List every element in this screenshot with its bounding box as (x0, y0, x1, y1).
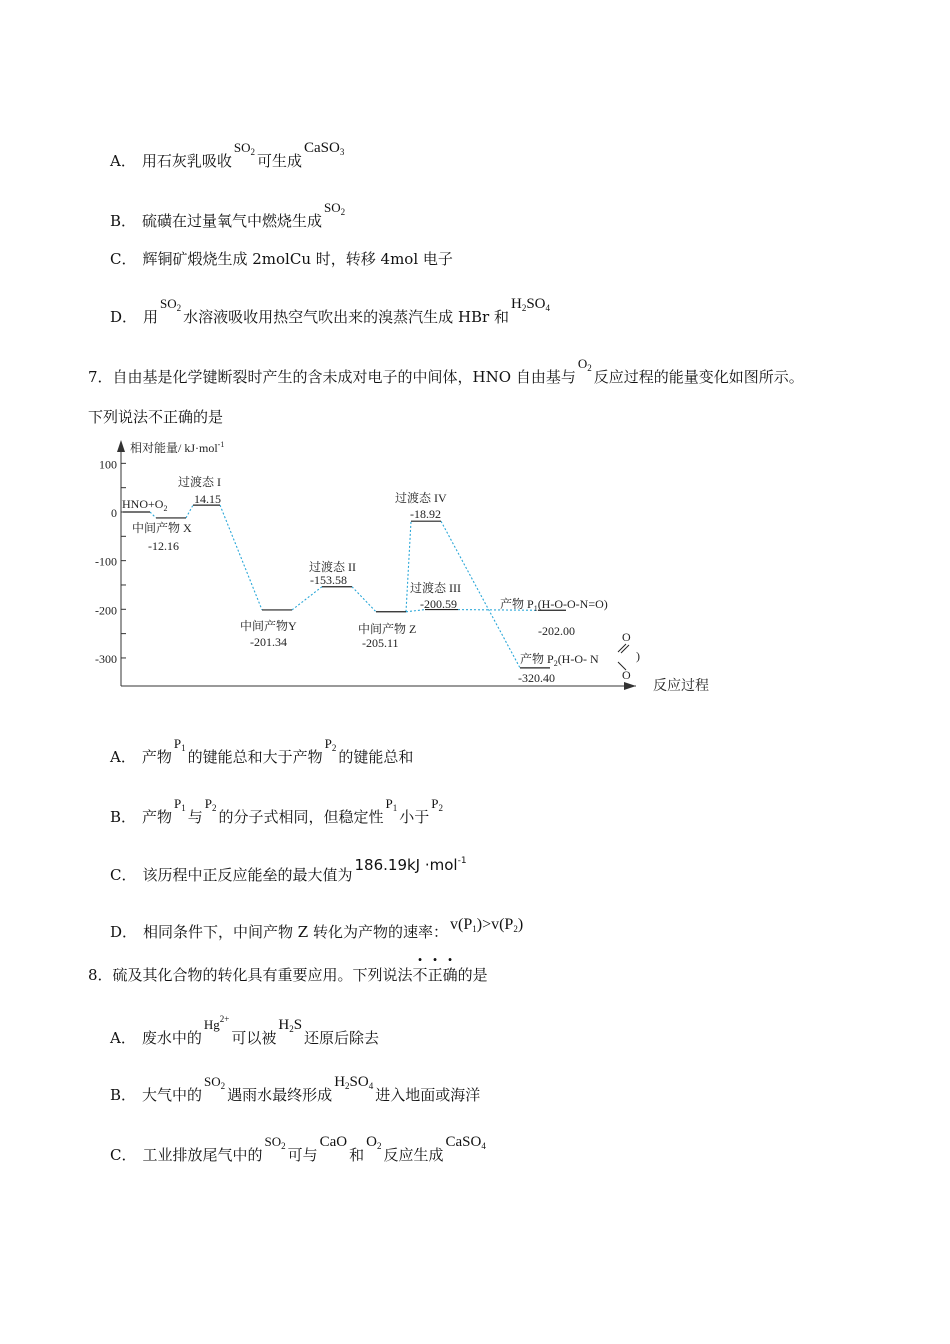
option-label: C． (110, 1146, 137, 1164)
option-text: 的分子式相同，但稳定性 (218, 808, 384, 826)
level-name: 中间产物 X (132, 521, 192, 535)
option-text: 水溶液吸收用热空气吹出来的溴蒸汽生成 HBr 和 (183, 308, 509, 326)
option-label: A． (110, 152, 136, 170)
option-label: B． (110, 212, 137, 230)
formula-o2: $O_2$ (366, 1134, 382, 1151)
y-tick-label: -200 (95, 603, 117, 618)
chart-labels (122, 474, 640, 685)
x-axis-label: 反应过程 (653, 679, 709, 694)
level-value: -12.16 (148, 539, 179, 553)
y-tick-label: -300 (95, 651, 117, 666)
q8-option-a (110, 1014, 379, 1048)
option-label: A． (110, 748, 136, 766)
atom-o-top: O (622, 630, 631, 644)
option-label: D． (110, 923, 138, 941)
y-tick-label: 0 (111, 506, 117, 520)
y-axis-label-sup: -1 (217, 440, 225, 449)
stem-text: 的是 (457, 966, 488, 984)
reaction-path (220, 505, 262, 610)
level-name-sub: 2 (553, 659, 558, 668)
formula-so2: $SO_2$ (160, 296, 182, 313)
option-text: 进入地面或海洋 (375, 1086, 481, 1104)
q8-option-b (110, 1074, 480, 1105)
option-label: C． (110, 250, 137, 268)
option-text: 遇雨水最终形成 (227, 1086, 333, 1104)
y-tick-label: -100 (95, 554, 117, 569)
level-value: -153.58 (310, 573, 347, 587)
formula-so2: $SO_2$ (264, 1134, 286, 1151)
q6-option-a (110, 140, 346, 171)
formula-caso4: CaSO$_4$ (445, 1134, 486, 1151)
reaction-path (186, 505, 193, 518)
formula-energy-barrier: 186.19kJ ·mol$^{-1}$ (354, 856, 467, 874)
formula-h2so4: $H_2SO_4$ (334, 1074, 374, 1091)
reaction-path (352, 587, 376, 612)
option-text: 大气中的 (142, 1086, 203, 1104)
option-text: 用 (143, 308, 159, 326)
level-value: -202.00 (538, 624, 575, 638)
option-text: 可生成 (256, 152, 302, 170)
emphasized-char: 确 (442, 966, 458, 984)
option-label: D． (110, 308, 138, 326)
emphasized-char: 正 (427, 966, 443, 984)
level-value: -205.11 (362, 636, 399, 650)
option-text: 的键能总和 (338, 748, 414, 766)
q8-option-c (110, 1134, 488, 1165)
formula-caso3: CaSO$_3$ (304, 140, 345, 157)
formula-p1: $P_1$ (385, 796, 398, 813)
option-text: 辉铜矿煅烧生成 2molCu 时，转移 4mol 电子 (142, 250, 453, 268)
q7-prompt: 下列说法不正确的是 (88, 408, 224, 426)
level-value: -320.40 (518, 671, 555, 685)
option-label: B． (110, 808, 137, 826)
level-name: 过渡态 I (178, 475, 221, 489)
option-text: 废水中的 (141, 1029, 202, 1047)
level-name: 中间产物 Z (358, 622, 417, 636)
option-label: C． (110, 866, 137, 884)
level-value: -200.59 (420, 597, 457, 611)
y-axis-arrow (117, 440, 125, 452)
formula-o2: $O_2$ (577, 356, 592, 373)
atom-o-bottom: O (622, 668, 631, 682)
level-value: -201.34 (250, 635, 287, 649)
formula-rate: $v(P_1)>v(P_2)$ (450, 916, 524, 934)
level-name-sub: 1 (533, 604, 538, 613)
level-name: 中间产物Y (240, 619, 297, 633)
level-name: 过渡态 II (309, 560, 356, 574)
emphasis-dots (413, 966, 458, 984)
stem-text: 反应过程的能量变化如图所示。 (593, 368, 804, 386)
formula-p2: $P_2$ (204, 796, 217, 813)
closing-paren: ) (636, 649, 640, 663)
option-text: 与 (187, 808, 203, 826)
level-name-tail: (H-O-O-N=O) (537, 597, 608, 611)
level-value: 14.15 (194, 492, 221, 506)
q6-option-c (110, 248, 453, 269)
formula-p2: $P_2$ (431, 796, 444, 813)
y-axis-label: 相对能量/ kJ·mol$^{-1}$ (130, 440, 225, 455)
q7-option-d (110, 916, 525, 942)
option-text: 还原后除去 (304, 1029, 380, 1047)
option-text: 可以被 (231, 1029, 277, 1047)
emphasized-char: 不 (412, 966, 428, 984)
level-name: $HNO+O_2$ (122, 497, 168, 513)
formula-hg2plus: $Hg^{2+}$ (203, 1014, 230, 1032)
option-text: 工业排放尾气中的 (142, 1146, 263, 1164)
q8-stem (88, 964, 488, 985)
option-text: 该历程中正反应能垒的最大值为 (142, 866, 353, 884)
option-label: A． (110, 1029, 136, 1047)
formula-h2s: $H_2S$ (278, 1017, 303, 1034)
level-value: -18.92 (410, 507, 441, 521)
reaction-path (150, 512, 156, 518)
option-text: 的键能总和大于产物 (187, 748, 323, 766)
stem-text: 7．自由基是化学键断裂时产生的含未成对电子的中间体，HNO 自由基与 (88, 368, 576, 386)
q7-option-c (110, 856, 469, 885)
formula-so2: $SO_2$ (204, 1074, 226, 1091)
formula-h2so4: $H_2SO_4$ (511, 296, 551, 313)
option-text: 反应生成 (383, 1146, 444, 1164)
option-text: 用石灰乳吸收 (141, 152, 232, 170)
option-text: 可与 (287, 1146, 318, 1164)
reaction-path (406, 521, 411, 612)
option-text: 相同条件下，中间产物 Z 转化为产物的速率： (143, 923, 448, 941)
y-tick-label: 100 (99, 457, 117, 472)
q7-stem (88, 356, 804, 387)
q7-option-b (110, 796, 445, 827)
level-name-sub: 2 (163, 504, 168, 513)
level-name-tail: (H-O- N (557, 652, 599, 666)
option-text: 产物 (141, 748, 172, 766)
q6-option-d (110, 296, 552, 327)
stem-text: 8．硫及其化合物的转化具有重要应用。下列说法 (88, 966, 413, 984)
formula-p2: $P_2$ (324, 736, 337, 753)
level-name: 过渡态 IV (395, 491, 447, 505)
level-name: 过渡态 III (410, 581, 461, 595)
reaction-path (292, 587, 322, 610)
option-text: 硫磺在过量氧气中燃烧生成 (142, 212, 323, 230)
option-text: 产物 (142, 808, 173, 826)
formula-so2: $SO_2$ (324, 200, 346, 217)
energy-diagram (80, 432, 840, 702)
option-label: B． (110, 1086, 137, 1104)
formula-so2: $SO_2$ (233, 140, 255, 157)
option-text: 和 (349, 1146, 365, 1164)
q7-option-a (110, 736, 413, 767)
level-name: 产物 $P_1(H-O-O-N=O)$ (500, 597, 608, 613)
bond-line (618, 644, 626, 652)
q6-option-b (110, 200, 347, 231)
formula-cao: CaO (319, 1134, 348, 1150)
option-text: 小于 (399, 808, 430, 826)
bond-line (621, 645, 629, 653)
x-axis-arrow (624, 682, 636, 690)
level-name: 产物 $P_2(H-O-$ N (520, 652, 599, 668)
formula-p1: $P_1$ (174, 796, 186, 813)
formula-p1: $P_1$ (173, 736, 186, 753)
